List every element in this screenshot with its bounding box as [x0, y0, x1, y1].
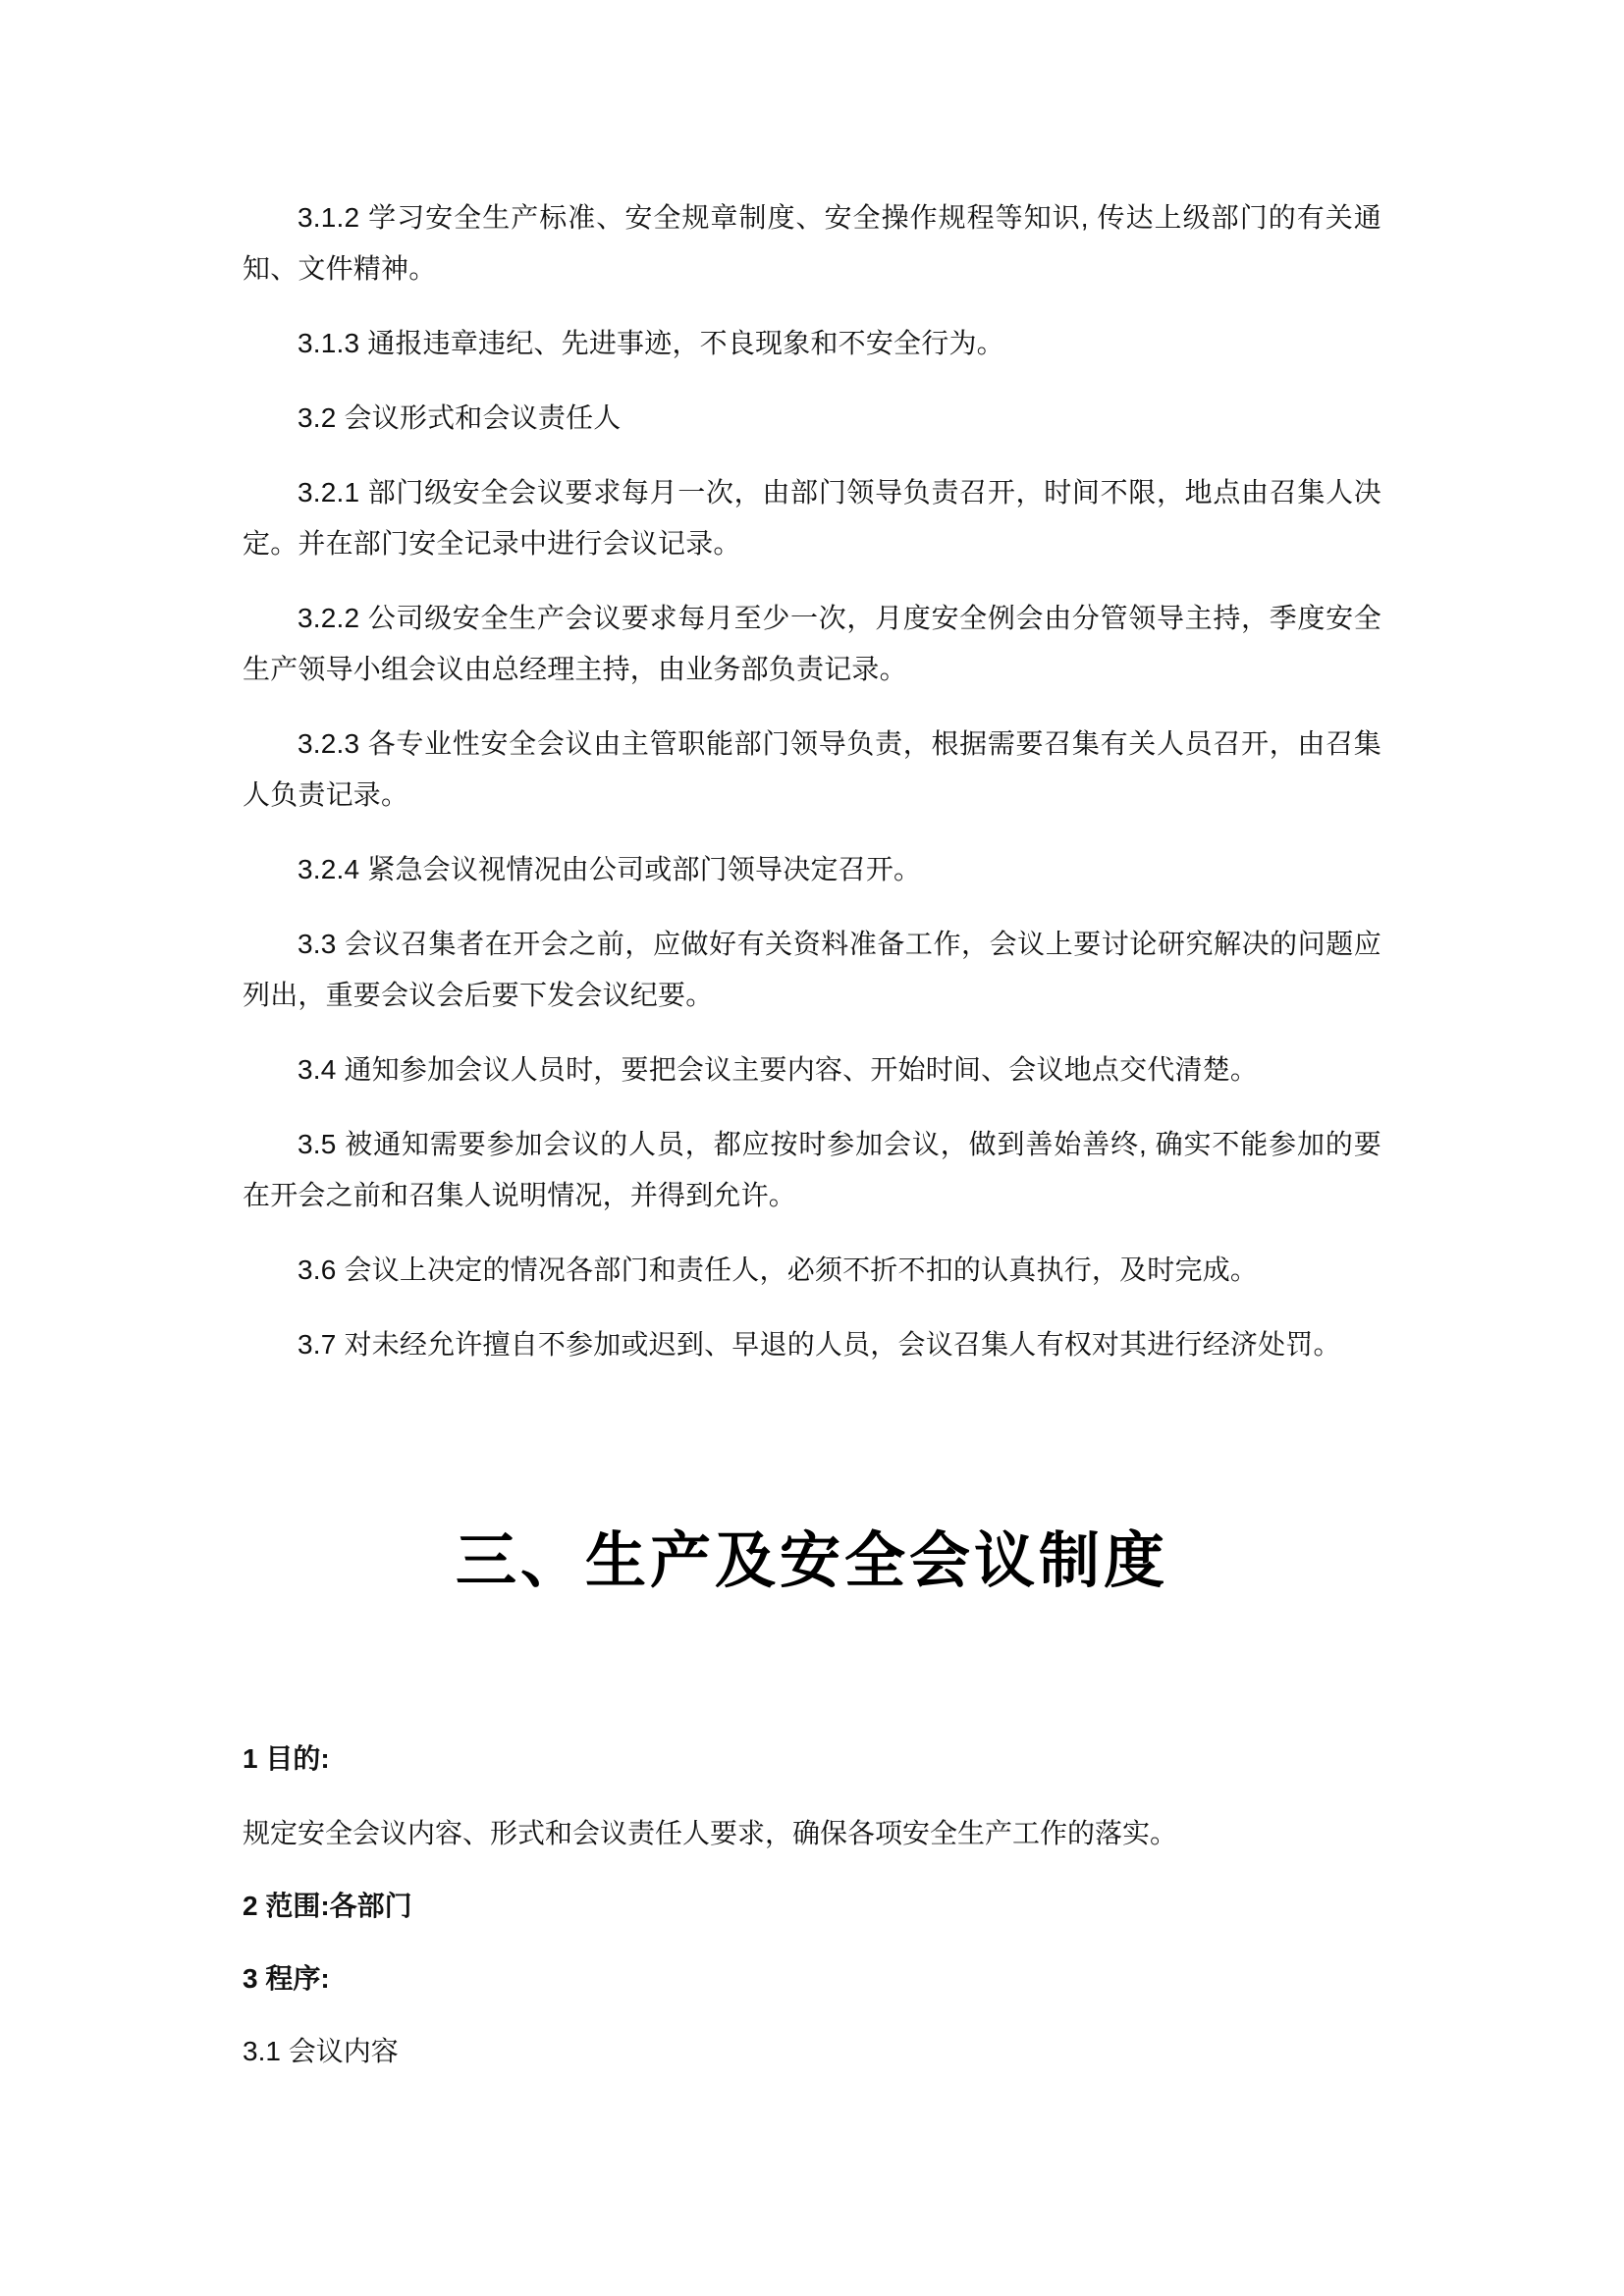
clause-paragraph: 3.2.4 紧急会议视情况由公司或部门领导决定召开。	[298, 854, 922, 884]
clause-paragraph: 3.4 通知参加会议人员时，要把会议主要内容、开始时间、会议地点交代清楚。	[298, 1054, 1259, 1085]
purpose-body: 规定安全会议内容、形式和会议责任人要求，确保各项安全生产工作的落实。	[243, 1818, 1178, 1848]
document-content-column	[243, 0, 1381, 2077]
clause-list-section	[243, 0, 1381, 1370]
purpose-heading: 1 目的:	[243, 1743, 330, 1774]
clause-paragraph: 3.2.1 部门级安全会议要求每月一次，由部门领导负责召开，时间不限，地点由召集人决定。并在部门安全记录中进行会议记录。	[243, 477, 1381, 559]
clause-paragraph: 3.2.2 公司级安全生产会议要求每月至少一次，月度安全例会由分管领导主持，季度安全生产领导小组会议由总经理主持，由业务部负责记录。	[243, 603, 1381, 684]
clause-paragraph: 3.1.2 学习安全生产标准、安全规章制度、安全操作规程等知识, 传达上级部门的有关通知、文件精神。	[243, 202, 1381, 284]
chapter-heading: 三、生产及安全会议制度	[455, 1527, 1168, 1595]
procedure-section	[243, 1600, 1381, 2077]
procedure-heading: 3 程序:	[243, 1963, 330, 1994]
clause-paragraph: 3.2 会议形式和会议责任人	[298, 402, 622, 433]
procedure-item-meeting-content: 3.1 会议内容	[243, 2036, 399, 2066]
clause-paragraph: 3.5 被通知需要参加会议的人员，都应按时参加会议，做到善始善终, 确实不能参加的要在开会之前和召集人说明情况，并得到允许。	[243, 1129, 1381, 1210]
clause-paragraph: 3.3 会议召集者在开会之前，应做好有关资料准备工作，会议上要讨论研究解决的问题应列出，重要会议会后要下发会议纪要。	[243, 929, 1381, 1010]
clause-paragraph: 3.1.3 通报违章违纪、先进事迹，不良现象和不安全行为。	[298, 328, 1004, 358]
clause-paragraph: 3.6 会议上决定的情况各部门和责任人，必须不折不扣的认真执行，及时完成。	[298, 1255, 1259, 1285]
clause-paragraph: 3.2.3 各专业性安全会议由主管职能部门领导负责，根据需要召集有关人员召开，由召集人负责记录。	[243, 728, 1381, 810]
scope-heading: 2 范围:各部门	[243, 1891, 412, 1921]
clause-paragraph: 3.7 对未经允许擅自不参加或迟到、早退的人员，会议召集人有权对其进行经济处罚。	[298, 1329, 1341, 1360]
